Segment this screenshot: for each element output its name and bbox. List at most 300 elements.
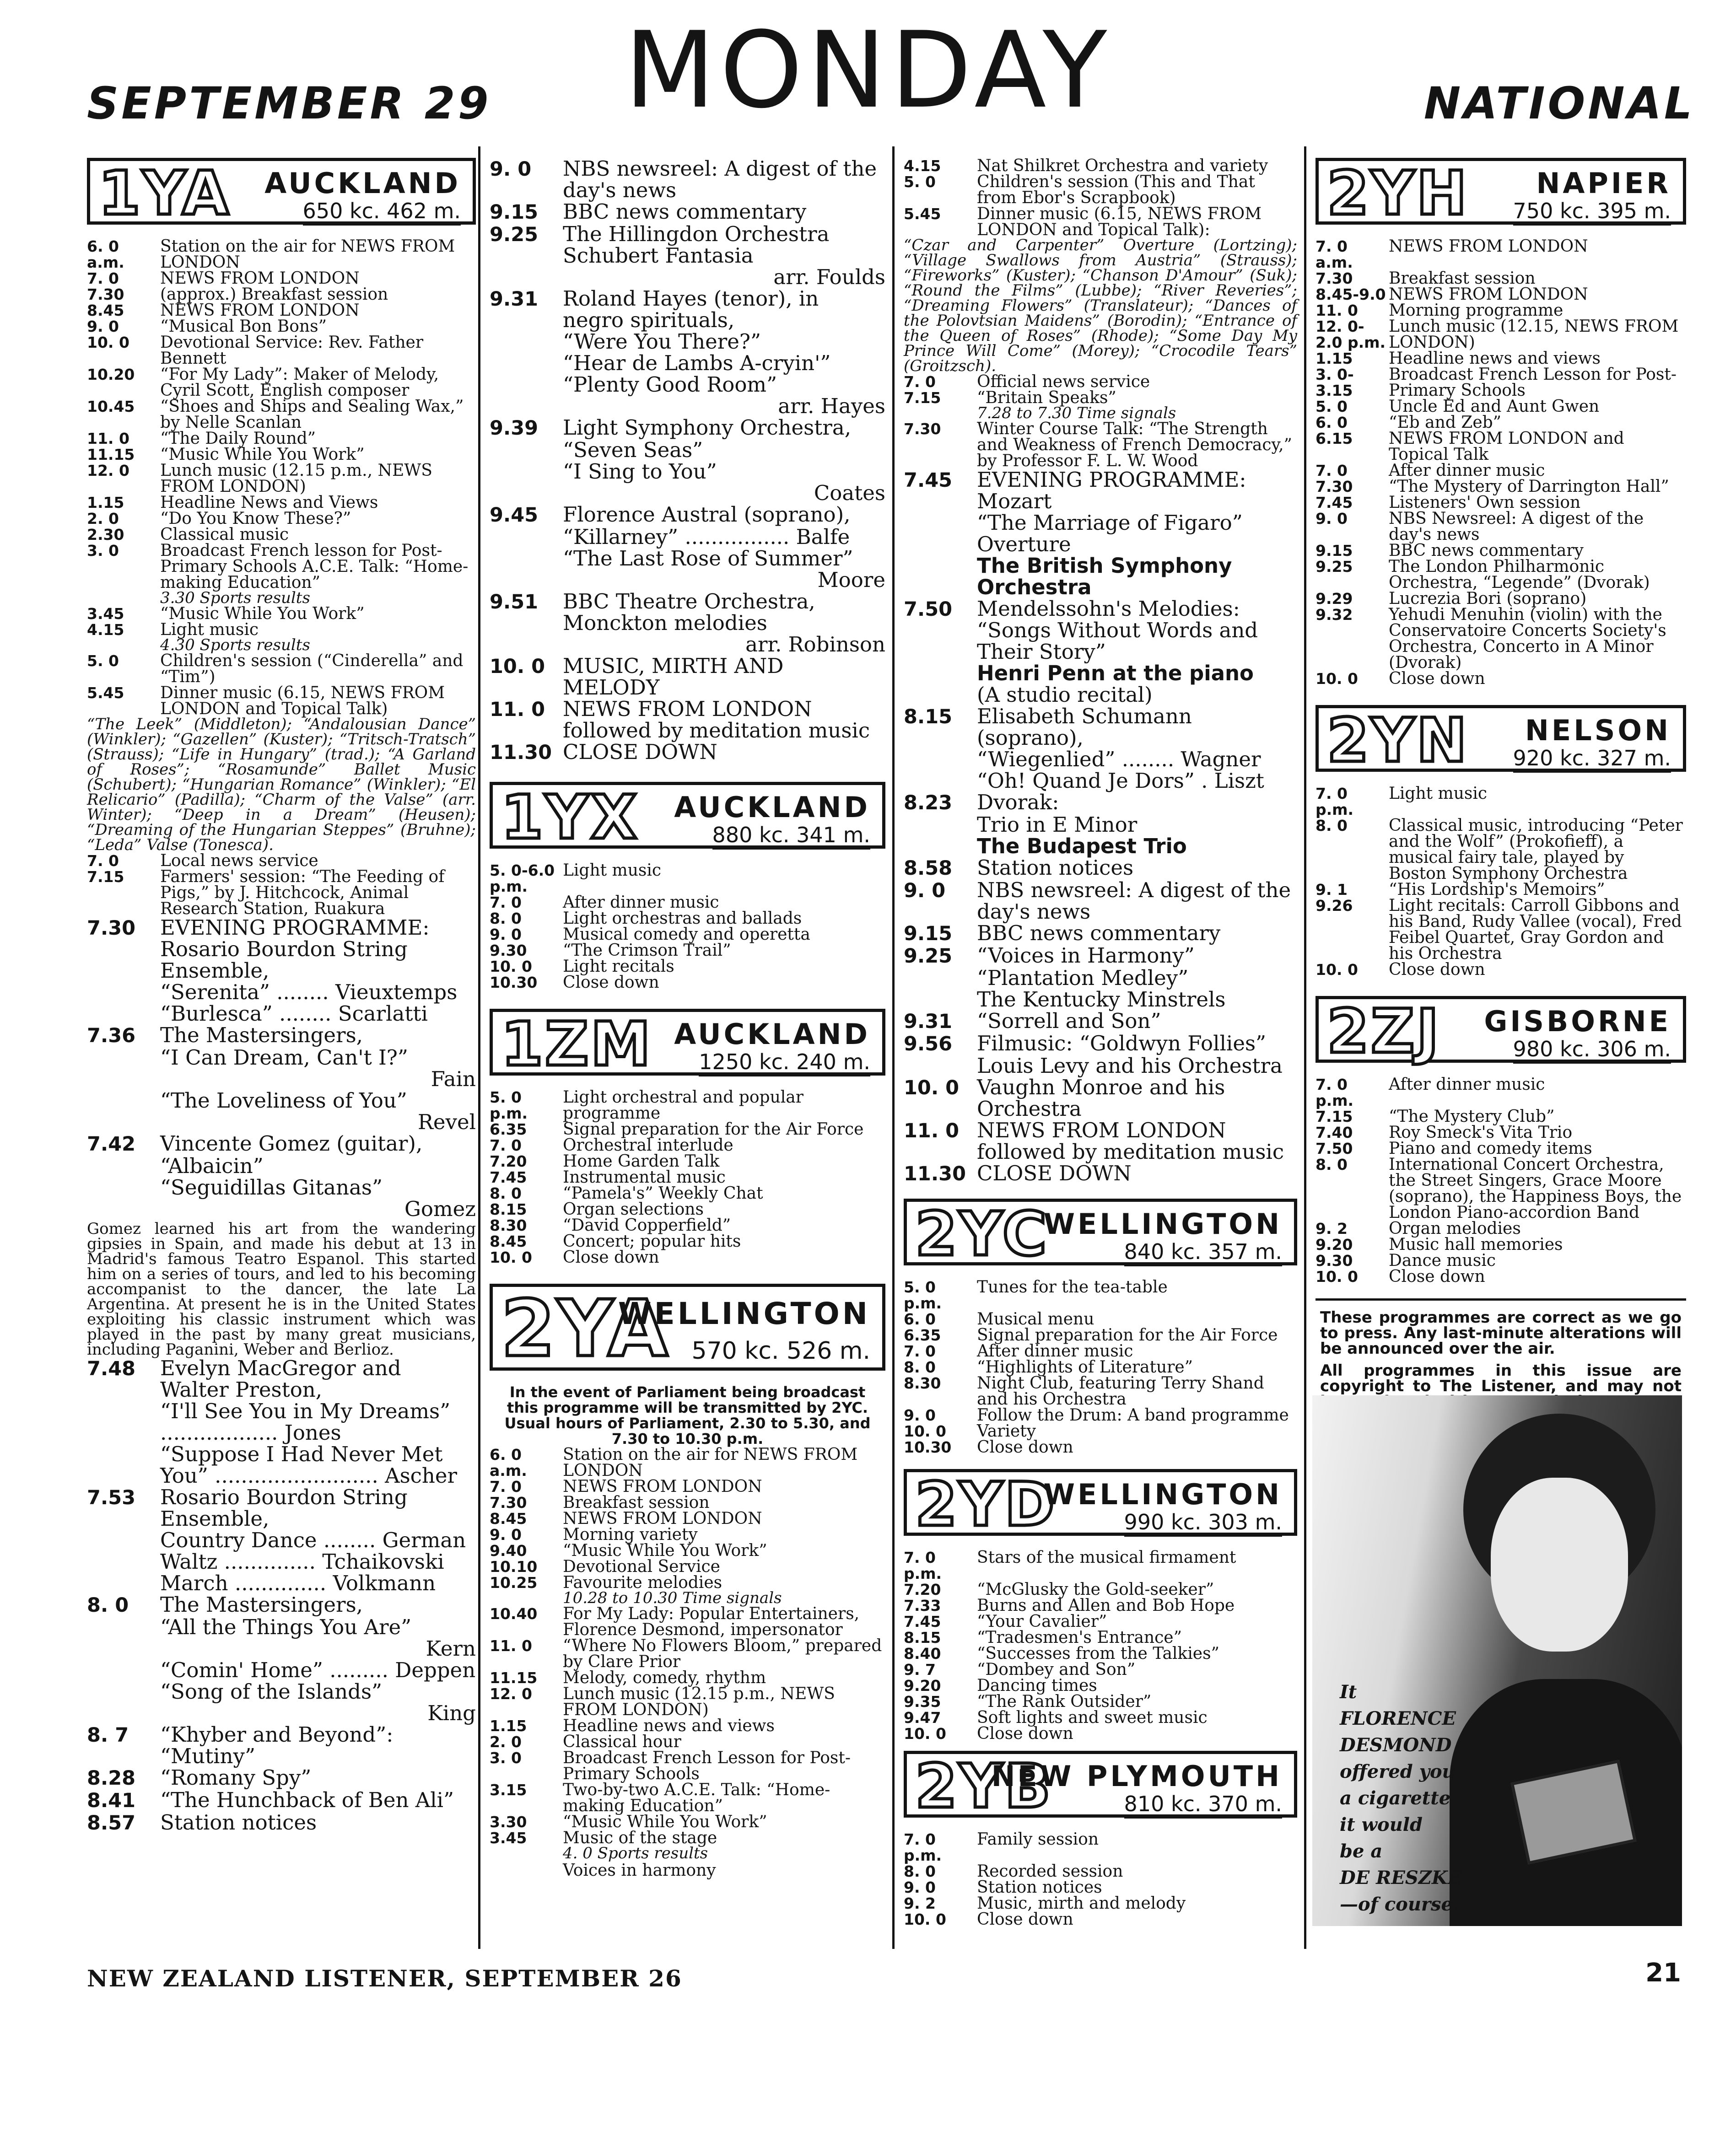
schedule-entry: [904, 1726, 1297, 1742]
entry-description: Station notices: [160, 1810, 317, 1835]
item: “Song of the Islands”: [160, 1679, 383, 1704]
composer: Fain: [431, 1067, 476, 1091]
schedule-entry: [490, 1185, 885, 1201]
schedule-entry: [87, 430, 476, 447]
schedule-entry: [1315, 1269, 1686, 1285]
schedule-entry: [87, 622, 476, 638]
schedule-entry: [904, 1710, 1297, 1726]
schedule-entry: [904, 1311, 1297, 1327]
entry-time: 11.30: [904, 1162, 966, 1185]
entry-description: EVENING PROGRAMME: Mozart: [977, 468, 1246, 513]
station-frequency: 980 kc. 306 m.: [1513, 1037, 1671, 1064]
schedule-list: [87, 653, 476, 717]
schedule-entry: [490, 1559, 885, 1575]
schedule-entry: [904, 1662, 1297, 1678]
schedule-entry: [904, 1076, 1297, 1119]
entry-time: 9.20: [904, 1677, 941, 1695]
entry-description: Devotional Service: Rev. Father Bennett: [160, 333, 424, 368]
schedule-entry: [1315, 366, 1686, 398]
schedule-entry: [490, 910, 885, 926]
entry-time: 10.30: [904, 1438, 952, 1456]
schedule-entry: [904, 705, 1297, 748]
entry-time: 8. 0: [1315, 817, 1348, 834]
composer: arr. Foulds: [773, 265, 885, 289]
composer: arr. Hayes: [778, 394, 885, 418]
schedule-list: [904, 705, 1297, 748]
schedule-entry: [1315, 1237, 1686, 1253]
schedule-entry: [87, 1357, 476, 1400]
entry-time: 6. 0: [1315, 414, 1348, 431]
station-frequency: 880 kc. 341 m.: [712, 823, 870, 850]
entry-time: 9.51: [490, 591, 539, 613]
schedule-entry: [1315, 898, 1686, 962]
entry-time: 10. 0: [904, 1422, 946, 1440]
schedule-entry: [904, 1162, 1297, 1185]
entry-description: After dinner music: [1389, 461, 1545, 480]
entry-time: 5. 0 p.m.: [490, 1088, 528, 1122]
schedule-entry: [904, 1630, 1297, 1646]
entry-description: NBS newsreel: A digest of the day's news: [563, 156, 877, 202]
entry-description: Concert; popular hits: [563, 1232, 741, 1251]
entry-time: 12. 0: [490, 1685, 532, 1703]
schedule-entry: [87, 1812, 476, 1834]
item: “Hear de Lambs A-cryin'”: [563, 351, 831, 375]
entry-time: 11. 0: [490, 698, 545, 721]
entry-time: 8. 0: [490, 909, 522, 927]
schedule-entry: [490, 1249, 885, 1265]
entry-time: 6.35: [490, 1120, 527, 1138]
schedule-list: [490, 417, 885, 439]
entry-time: 7.45: [490, 1168, 527, 1186]
schedule-entry: [490, 1447, 885, 1479]
schedule-entry: [904, 598, 1297, 662]
schedule-entry: [1315, 414, 1686, 430]
entry-time: 2. 0: [490, 1733, 522, 1751]
schedule-entry: [490, 1201, 885, 1217]
schedule-entry: [1315, 671, 1686, 687]
entry-time: 9.29: [1315, 590, 1353, 608]
entry-time: 9. 0: [490, 158, 532, 181]
entry-description: Roland Hayes (tenor), in negro spirituals,: [563, 286, 819, 332]
entry-time: 10.30: [490, 974, 538, 991]
entry-time: 2.30: [87, 526, 124, 543]
station-call-sign: 2YH: [1327, 158, 1469, 229]
entry-description: Lucrezia Bori (soprano): [1389, 589, 1587, 608]
schedule-list: [1315, 786, 1686, 978]
entry-description: Mendelssohn's Melodies: “Songs Without Words and Their Story”: [977, 597, 1258, 664]
entry-time: 8.45: [490, 1232, 527, 1250]
entry-description: “The Mystery Club”: [1389, 1107, 1555, 1126]
schedule-entry: [1315, 543, 1686, 559]
schedule-entry: [1315, 1141, 1686, 1157]
entry-description: Melody, comedy, rhythm: [563, 1668, 766, 1687]
de-reszke-advertisement: [1312, 1395, 1682, 1926]
schedule-entry: [490, 1233, 885, 1249]
entry-time: 8.58: [904, 857, 953, 880]
schedule-entry: [87, 653, 476, 685]
schedule-entry: [87, 1767, 476, 1789]
schedule-list: [490, 1447, 885, 1591]
schedule-entry: [490, 1606, 885, 1638]
entry-description: BBC news commentary: [1389, 541, 1584, 560]
schedule-entry: [87, 543, 476, 591]
entry-time: 3.15: [490, 1781, 527, 1799]
schedule-list: [904, 1076, 1297, 1185]
schedule-entry: [87, 527, 476, 543]
entry-description: After dinner music: [1389, 1075, 1545, 1094]
entry-description: NEWS FROM LONDON followed by meditation music: [563, 697, 870, 743]
item: “Plenty Good Room”: [563, 372, 777, 397]
station-frequency: 750 kc. 395 m.: [1513, 199, 1671, 226]
entry-time: 7.45: [904, 1613, 941, 1630]
entry-description: Two-by-two A.C.E. Talk: “Home-making Education”: [563, 1781, 830, 1815]
schedule-entry: [490, 504, 885, 526]
entry-description: Organ selections: [563, 1200, 704, 1219]
entry-description: “David Copperfield”: [563, 1216, 731, 1235]
entry-time: 4.15: [904, 157, 941, 175]
entry-time: 7. 0: [490, 893, 522, 911]
entry-time: 9.26: [1315, 897, 1353, 915]
schedule-list: [490, 591, 885, 634]
entry-time: 8.30: [490, 1216, 527, 1234]
entry-time: 5. 0: [87, 652, 119, 670]
entry-time: 8.40: [904, 1645, 941, 1663]
entry-time: 2. 0: [87, 510, 119, 527]
entry-time: 10.40: [490, 1605, 538, 1623]
schedule-entry: [904, 174, 1297, 206]
schedule-entry: [1315, 430, 1686, 463]
entry-description: Broadcast French Lesson for Post-Primary Schools: [1389, 365, 1677, 400]
schedule-entry: [87, 1024, 476, 1047]
entry-time: 11. 0: [87, 430, 129, 447]
dinner-music-list: “The Leek” (Middleton); “Andalousian Dance” (Winkler); “Gazellen” (Kuster); “Tritsch-Tratsch” (Strauss); “Life in Hungary” (trad.); “A Garland of Roses”; “Rosamunde” Ballet Music (Schubert); “Hungarian Romance” (Winkler); “El Relicario” (Padilla); “Charm of the Valse” (arr. Winter); “Deep in a Dream” (Heusen); “Dreaming of the Hungarian Steppes” (Bruhne); “Leda” Valse (Tonesca).: [87, 715, 476, 854]
entry-description: Morning variety: [563, 1525, 698, 1544]
entry-time: 8.41: [87, 1789, 136, 1812]
entry-description: Family session: [977, 1830, 1099, 1849]
entry-time: 7.30: [1315, 478, 1353, 495]
schedule-list: [87, 853, 476, 917]
entry-time: 8.30: [904, 1374, 941, 1392]
item: Henri Penn at the piano: [977, 661, 1254, 685]
station-frequency: 810 kc. 370 m.: [1124, 1792, 1282, 1819]
entry-time: 9.40: [490, 1542, 527, 1560]
schedule-entry: [87, 238, 476, 270]
schedule-entry: [1315, 882, 1686, 898]
entry-description: “His Lordship's Memoirs”: [1389, 880, 1605, 899]
entry-time: 8.15: [904, 705, 953, 728]
composer: arr. Robinson: [745, 632, 885, 656]
entry-time: 7.48: [87, 1357, 136, 1380]
composer: Moore: [817, 568, 885, 592]
entry-description: Classical hour: [563, 1733, 681, 1751]
schedule-entry: [904, 1119, 1297, 1162]
schedule-entry: [490, 1089, 885, 1121]
entry-description: “Eb and Zeb”: [1389, 413, 1502, 432]
entry-time: 7.20: [904, 1581, 941, 1598]
entry-description: “Where No Flowers Bloom,” prepared by Clare Prior: [563, 1636, 882, 1671]
schedule-entry: [490, 1153, 885, 1169]
entry-description: Children's session (“Cinderella” and “Tim”): [160, 651, 464, 686]
station-frequency: 990 kc. 303 m.: [1124, 1510, 1282, 1537]
entry-description: Organ melodies: [1389, 1219, 1521, 1238]
item: “Oh! Quand Je Dors” . Liszt: [977, 769, 1264, 793]
column-1: [87, 158, 476, 1834]
entry-time: 11. 0: [1315, 301, 1358, 319]
entry-description: Burns and Allen and Bob Hope: [977, 1596, 1235, 1615]
entry-description: Dvorak:: [977, 790, 1059, 814]
entry-time: 9. 1: [1315, 881, 1348, 899]
schedule-entry: [490, 1121, 885, 1137]
entry-description: Morning programme: [1389, 301, 1563, 320]
schedule-entry: [1315, 607, 1686, 671]
schedule-list: [87, 1486, 476, 1529]
schedule-entry: [904, 1407, 1297, 1423]
station-call-sign: 2ZJ: [1327, 996, 1441, 1067]
entry-time: 7. 0: [1315, 462, 1348, 479]
schedule-entry: [904, 158, 1297, 174]
entry-time: 7. 0 p.m.: [1315, 785, 1354, 818]
station-city: WELLINGTON: [1043, 1207, 1282, 1241]
entry-time: 9.25: [490, 223, 539, 246]
entry-description: The Mastersingers,: [160, 1023, 363, 1047]
schedule-list: [490, 1089, 885, 1265]
schedule-list: [904, 374, 1297, 406]
entry-description: MUSIC, MIRTH AND MELODY: [563, 654, 784, 700]
schedule-entry: [490, 862, 885, 894]
schedule-entry: [490, 974, 885, 990]
station-2yc-banner: [904, 1199, 1297, 1270]
schedule-entry: [1315, 1157, 1686, 1221]
schedule-list: [490, 862, 885, 990]
entry-description: Farmers' session: “The Feeding of Pigs,” by J. Hitchcock, Animal Research Station, Ruakura: [160, 867, 445, 918]
entry-description: “Khyber and Beyond”: “Mutiny”: [160, 1722, 394, 1768]
item: The British Symphony Orchestra: [977, 554, 1232, 599]
entry-description: Elisabeth Schumann (soprano),: [977, 704, 1192, 750]
entry-time: 8. 0: [904, 1358, 936, 1376]
schedule-entry: [1315, 270, 1686, 286]
entry-description: Close down: [977, 1724, 1073, 1743]
entry-time: 10. 0: [1315, 961, 1358, 979]
portrait-face: [1491, 1478, 1628, 1652]
entry-time: 9. 0: [1315, 510, 1348, 527]
entry-time: 11. 0: [904, 1119, 960, 1142]
schedule-entry: [490, 1137, 885, 1153]
entry-time: 10. 0: [904, 1910, 946, 1928]
station-1yx-banner: [490, 782, 885, 853]
station-1ya-banner: [87, 158, 476, 229]
station-2yh-banner: [1315, 158, 1686, 229]
entry-time: 6. 0 a.m.: [490, 1446, 527, 1480]
entry-description: Uncle Ed and Aunt Gwen: [1389, 397, 1600, 416]
entry-time: 10.10: [490, 1558, 538, 1576]
column-2: [490, 158, 885, 1880]
schedule-entry: [904, 421, 1297, 469]
item: “Seven Seas”: [563, 438, 703, 462]
schedule-list: [1315, 238, 1686, 687]
entry-time: 8. 0: [1315, 1156, 1348, 1173]
entry-time: 7.30: [490, 1494, 527, 1512]
schedule-entry: [87, 286, 476, 302]
schedule-entry: [490, 1750, 885, 1782]
entry-description: NEWS FROM LONDON: [160, 301, 360, 320]
entry-description: Broadcast French Lesson for Post-Primary Schools: [563, 1749, 851, 1783]
sub-note: 4.30 Sports results: [160, 636, 310, 654]
schedule-entry: [904, 1279, 1297, 1311]
entry-description: (approx.) Breakfast session: [160, 285, 388, 304]
entry-time: 9.31: [904, 1010, 953, 1033]
entry-time: 6.35: [904, 1326, 941, 1344]
entry-description: “Britain Speaks”: [977, 388, 1116, 407]
entry-time: 10.20: [87, 366, 135, 383]
entry-time: 9. 0: [904, 1406, 936, 1424]
entry-time: 9.45: [490, 504, 539, 527]
entry-description: Light recitals: Carroll Gibbons and his Band, Rudy Vallee (vocal), Fred Feibel Quartet, Gray Gordon and his Orchestra: [1389, 896, 1682, 963]
entry-description: NEWS FROM LONDON followed by meditation music: [977, 1118, 1284, 1164]
entry-time: 10.25: [490, 1574, 538, 1592]
entry-description: NEWS FROM LONDON and Topical Talk: [1389, 429, 1624, 464]
schedule-list: [904, 1550, 1297, 1742]
day-heading: MONDAY: [624, 10, 1112, 132]
schedule-entry: [490, 1830, 885, 1846]
column-rule: [478, 146, 480, 1949]
entry-time: 7. 0: [87, 852, 119, 870]
entry-time: 10. 0: [904, 1725, 946, 1743]
entry-time: 9. 2: [1315, 1220, 1348, 1238]
entry-description: “The Rank Outsider”: [977, 1692, 1152, 1711]
entry-description: Signal preparation for the Air Force: [977, 1326, 1278, 1345]
entry-description: NEWS FROM LONDON: [1389, 285, 1588, 304]
schedule-entry: [87, 917, 476, 981]
entry-time: 7.45: [904, 469, 953, 492]
station-city: WELLINGTON: [618, 1296, 870, 1331]
schedule-entry: [1315, 1221, 1686, 1237]
entry-description: NBS Newsreel: A digest of the day's news: [1389, 509, 1644, 544]
entry-time: 9.30: [490, 942, 527, 959]
schedule-list: [87, 606, 476, 638]
entry-time: 9.15: [1315, 542, 1353, 560]
item: “Plantation Medley”: [977, 966, 1189, 990]
column-rule: [892, 146, 895, 1949]
station-call-sign: 2YB: [915, 1751, 1053, 1822]
schedule-entry: [87, 463, 476, 495]
entry-time: 8. 7: [87, 1724, 129, 1747]
entry-time: 8. 0: [490, 1184, 522, 1202]
schedule-entry: [904, 791, 1297, 814]
entry-description: Close down: [1389, 1267, 1485, 1286]
schedule-entry: [1315, 238, 1686, 270]
schedule-list: [904, 421, 1297, 469]
station-1zm-banner: [490, 1009, 885, 1080]
column-rule: [1304, 146, 1306, 1949]
entry-time: 9.39: [490, 417, 539, 440]
entry-description: “Shoes and Ships and Sealing Wax,” by Nelle Scanlan: [160, 397, 464, 432]
entry-time: 1.15: [87, 494, 124, 511]
schedule-entry: [1315, 511, 1686, 543]
entry-time: 7. 0 p.m.: [1315, 1076, 1354, 1109]
entry-description: Light Symphony Orchestra,: [563, 415, 851, 440]
entry-description: After dinner music: [563, 893, 719, 912]
entry-description: “Music While You Work”: [563, 1541, 767, 1560]
station-city: GISBORNE: [1484, 1005, 1671, 1038]
entry-time: 9.56: [904, 1033, 953, 1055]
schedule-entry: [87, 447, 476, 463]
schedule-entry: [490, 1734, 885, 1750]
entry-description: NEWS FROM LONDON: [563, 1477, 762, 1496]
schedule-entry: [904, 922, 1297, 945]
entry-description: Station on the air for NEWS FROM LONDON: [563, 1445, 858, 1480]
entry-description: Station notices: [977, 856, 1134, 880]
entry-description: Close down: [1389, 669, 1485, 688]
entry-time: 7.45: [1315, 494, 1353, 511]
entry-description: Home Garden Talk: [563, 1152, 720, 1171]
schedule-entry: [1315, 591, 1686, 607]
schedule-entry: [1315, 1108, 1686, 1125]
entry-description: NEWS FROM LONDON: [1389, 237, 1588, 256]
schedule-list: [1315, 1076, 1686, 1285]
schedule-entry: [87, 1133, 476, 1155]
station-city: AUCKLAND: [674, 1017, 870, 1051]
entry-description: “The Daily Round”: [160, 429, 316, 448]
entry-description: Dinner music (6.15, NEWS FROM LONDON and Topical Talk): [160, 683, 445, 718]
item: Voices in harmony: [563, 1861, 716, 1880]
schedule-entry: [904, 1582, 1297, 1598]
station-call-sign: 2YA: [501, 1284, 670, 1374]
schedule-entry: [904, 1423, 1297, 1439]
schedule-entry: [490, 1782, 885, 1814]
entry-time: 9. 0: [490, 926, 522, 943]
entry-description: “Dombey and Son”: [977, 1660, 1136, 1679]
schedule-entry: [904, 857, 1297, 879]
entry-description: Rosario Bourdon String Ensemble,: [160, 1485, 408, 1531]
entry-time: 9.31: [490, 288, 539, 311]
entry-description: “Successes from the Talkies”: [977, 1644, 1219, 1663]
entry-time: 8.15: [904, 1629, 941, 1647]
entry-time: 5. 0: [1315, 398, 1348, 415]
item: “Serenita” ........ Vieuxtemps: [160, 980, 458, 1004]
entry-time: 8.45-9.0: [1315, 285, 1386, 303]
entry-time: 10. 0: [1315, 1268, 1358, 1286]
entry-time: 5. 0-6.0 p.m.: [490, 861, 555, 895]
schedule-entry: [87, 334, 476, 366]
station-city: NELSON: [1525, 714, 1671, 747]
schedule-entry: [904, 206, 1297, 238]
schedule-entry: [1315, 818, 1686, 882]
schedule-list: [87, 1024, 476, 1047]
copyright-notice: All programmes in this issue are copyright to The Listener, and may not: [1320, 1361, 1682, 1395]
composer: Revel: [418, 1110, 476, 1134]
station-call-sign: 1YX: [501, 782, 639, 853]
entry-description: Instrumental music: [563, 1168, 726, 1187]
schedule-list: [87, 1594, 476, 1616]
schedule-entry: [904, 1359, 1297, 1375]
entry-description: Light music: [1389, 784, 1488, 803]
entry-description: Music hall memories: [1389, 1235, 1563, 1254]
schedule-entry: [490, 1670, 885, 1686]
schedule-list: [904, 857, 1297, 967]
station-call-sign: 1ZM: [501, 1009, 652, 1080]
entry-time: 3.45: [87, 605, 124, 623]
entry-description: Light music: [160, 620, 259, 639]
entry-description: Close down: [977, 1438, 1073, 1457]
item: Waltz .............. Tchaikovski: [160, 1550, 444, 1574]
station-city: WELLINGTON: [1043, 1478, 1282, 1511]
entry-time: 11.15: [490, 1669, 538, 1687]
schedule-entry: [490, 591, 885, 634]
entry-description: Night Club, featuring Terry Shand and his Orchestra: [977, 1374, 1264, 1409]
entry-time: 3.30: [490, 1813, 527, 1831]
entry-time: 9.47: [904, 1709, 941, 1727]
entry-description: “Voices in Harmony”: [977, 943, 1195, 968]
